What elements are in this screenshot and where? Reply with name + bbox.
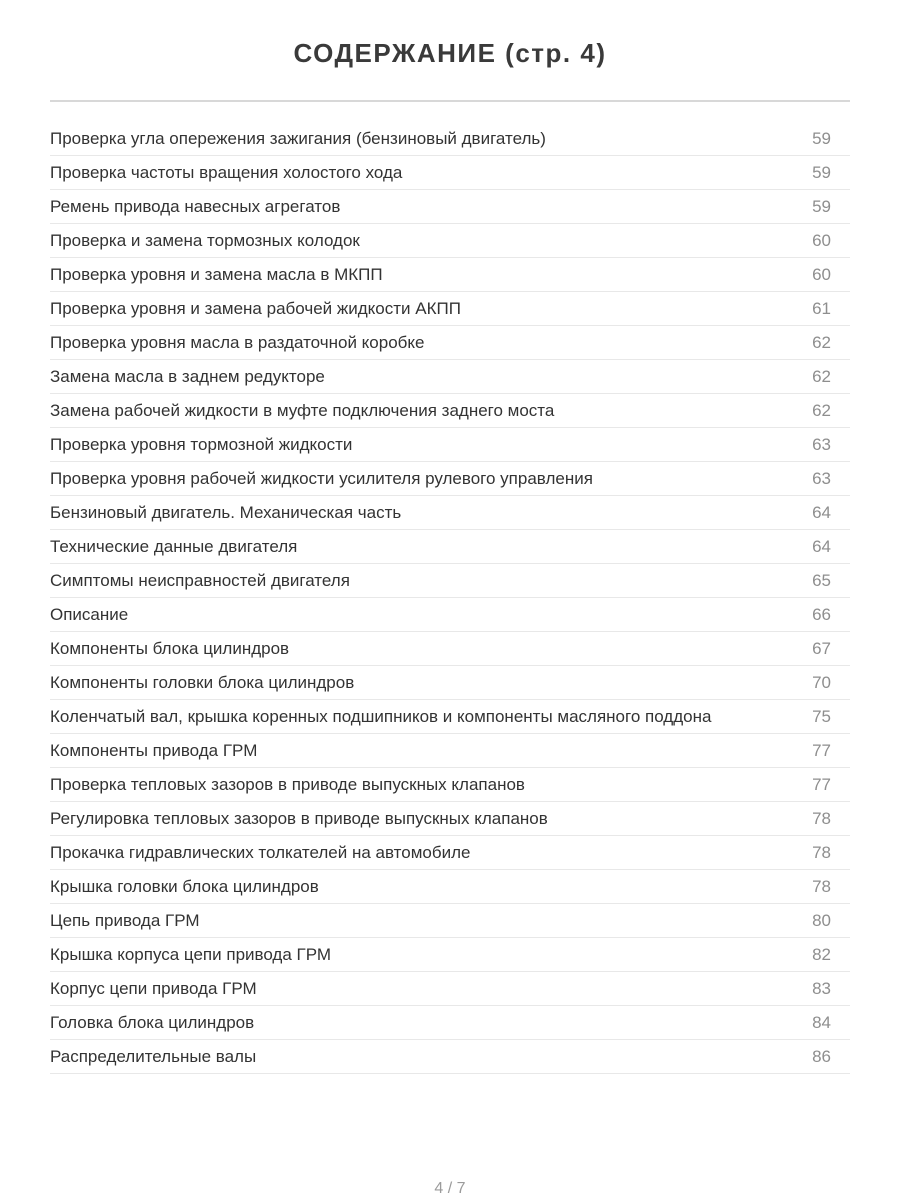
toc-entry-title: Головка блока цилиндров	[50, 1012, 255, 1032]
toc-row[interactable]	[50, 462, 850, 496]
toc-row[interactable]	[50, 768, 850, 802]
toc-entry-title: Корпус цепи привода ГРМ	[50, 978, 257, 998]
toc-entry-title: Проверка частоты вращения холостого хода	[50, 162, 403, 182]
toc-row[interactable]	[50, 394, 850, 428]
toc-entry-page: 70	[812, 672, 831, 692]
toc-entry-page: 60	[812, 264, 831, 284]
toc-row[interactable]	[50, 1006, 850, 1040]
toc-entry-page: 62	[812, 332, 831, 352]
toc-entry-page: 63	[812, 468, 831, 488]
toc-entry-title: Крышка головки блока цилиндров	[50, 876, 319, 896]
toc-row[interactable]	[50, 700, 850, 734]
toc-entry-title: Проверка уровня масла в раздаточной коробке	[50, 332, 425, 352]
toc-row[interactable]	[50, 496, 850, 530]
toc-row[interactable]	[50, 224, 850, 258]
toc-row[interactable]	[50, 564, 850, 598]
toc-entry-title: Бензиновый двигатель. Механическая часть	[50, 502, 402, 522]
toc-entry-page: 62	[812, 400, 831, 420]
toc-entry-title: Замена рабочей жидкости в муфте подключения заднего моста	[50, 400, 555, 420]
toc-row[interactable]	[50, 972, 850, 1006]
toc-entry-page: 84	[812, 1012, 831, 1032]
toc-entry-page: 59	[812, 196, 831, 216]
toc-entry-page: 78	[812, 808, 831, 828]
toc-entry-page: 80	[812, 910, 831, 930]
header-divider	[50, 100, 850, 102]
toc-entry-page: 65	[812, 570, 831, 590]
toc-entry-title: Проверка тепловых зазоров в приводе выпускных клапанов	[50, 774, 525, 794]
toc-entry-page: 62	[812, 366, 831, 386]
toc-entry-page: 63	[812, 434, 831, 454]
toc-entry-title: Регулировка тепловых зазоров в приводе выпускных клапанов	[50, 808, 548, 828]
toc-entry-page: 60	[812, 230, 831, 250]
toc-row[interactable]	[50, 632, 850, 666]
toc-entry-title: Прокачка гидравлических толкателей на автомобиле	[50, 842, 471, 862]
toc-row[interactable]	[50, 938, 850, 972]
toc-entry-page: 59	[812, 162, 831, 182]
page-title: СОДЕРЖАНИЕ (стр. 4)	[293, 38, 607, 68]
toc-entry-title: Крышка корпуса цепи привода ГРМ	[50, 944, 332, 964]
toc-entry-title: Проверка уровня рабочей жидкости усилителя рулевого управления	[50, 468, 593, 488]
toc-row[interactable]	[50, 734, 850, 768]
toc-row[interactable]	[50, 530, 850, 564]
toc-row[interactable]	[50, 666, 850, 700]
toc-entry-page: 61	[812, 298, 831, 318]
toc-entry-page: 64	[812, 536, 831, 556]
toc-entry-title: Компоненты головки блока цилиндров	[50, 672, 355, 692]
toc-entry-page: 77	[812, 774, 831, 794]
toc-entry-page: 59	[812, 128, 831, 148]
toc-row[interactable]	[50, 258, 850, 292]
toc-entry-title: Проверка уровня и замена масла в МКПП	[50, 264, 383, 284]
toc-entry-title: Ремень привода навесных агрегатов	[50, 196, 341, 216]
toc-entry-page: 77	[812, 740, 831, 760]
toc-entry-page: 78	[812, 842, 831, 862]
page-indicator: 4 / 7	[434, 1180, 466, 1197]
toc-entry-title: Компоненты блока цилиндров	[50, 638, 290, 658]
toc-row[interactable]	[50, 326, 850, 360]
toc-entry-title: Коленчатый вал, крышка коренных подшипников и компоненты масляного поддона	[50, 706, 712, 726]
toc-row[interactable]	[50, 1040, 850, 1074]
toc-row[interactable]	[50, 428, 850, 462]
toc-row[interactable]	[50, 904, 850, 938]
toc-entry-page: 86	[812, 1046, 831, 1066]
toc-row[interactable]	[50, 870, 850, 904]
toc-entry-page: 83	[812, 978, 831, 998]
toc-entry-title: Проверка угла опережения зажигания (бензиновый двигатель)	[50, 128, 546, 148]
toc-entry-page: 67	[812, 638, 831, 658]
toc-entry-title: Цепь привода ГРМ	[50, 910, 200, 930]
toc-entry-title: Симптомы неисправностей двигателя	[50, 570, 350, 590]
toc-page	[0, 38, 900, 1200]
toc-row[interactable]	[50, 156, 850, 190]
toc-row[interactable]	[50, 802, 850, 836]
toc-entry-page: 82	[812, 944, 831, 964]
toc-entry-title: Проверка уровня тормозной жидкости	[50, 434, 353, 454]
toc-row[interactable]	[50, 836, 850, 870]
toc-entry-title: Распределительные валы	[50, 1046, 257, 1066]
toc-entry-page: 78	[812, 876, 831, 896]
toc-entry-title: Технические данные двигателя	[50, 536, 298, 556]
toc-entry-title: Замена масла в заднем редукторе	[50, 366, 325, 386]
toc-row[interactable]	[50, 598, 850, 632]
toc-row[interactable]	[50, 122, 850, 156]
toc-entry-title: Проверка уровня и замена рабочей жидкости АКПП	[50, 298, 461, 318]
toc-row[interactable]	[50, 292, 850, 326]
toc-row[interactable]	[50, 360, 850, 394]
toc-entry-page: 75	[812, 706, 831, 726]
toc-entry-title: Компоненты привода ГРМ	[50, 740, 258, 760]
toc-list	[50, 122, 850, 1074]
toc-entry-page: 64	[812, 502, 831, 522]
toc-entry-page: 66	[812, 604, 831, 624]
toc-row[interactable]	[50, 190, 850, 224]
toc-entry-title: Проверка и замена тормозных колодок	[50, 230, 360, 250]
toc-entry-title: Описание	[50, 604, 129, 624]
